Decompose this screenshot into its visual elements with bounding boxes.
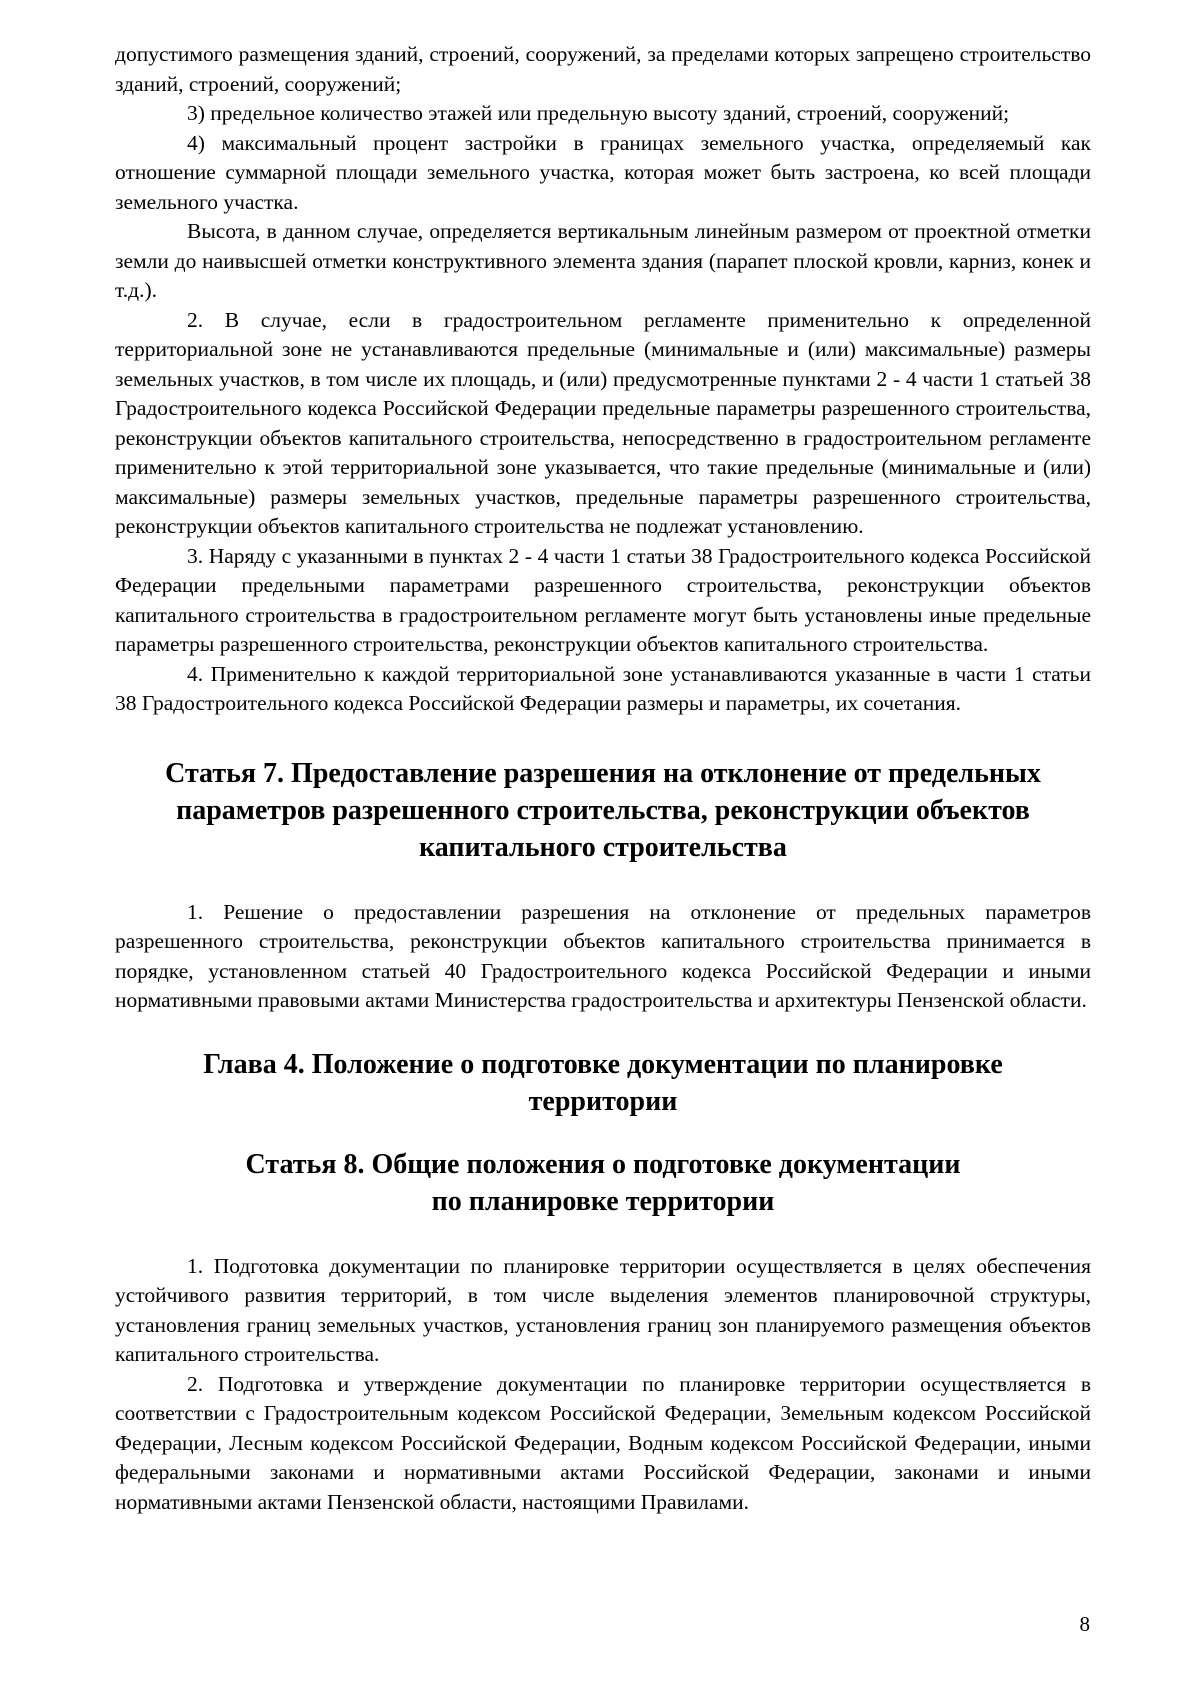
paragraph: 4. Применительно к каждой территориальной зоне устанавливаются указанные в части 1 статьи 38 Градостроительного кодекса Российской Федерации размеры и параметры, их сочетания. <box>115 661 1091 715</box>
paragraph: 1. Подготовка документации по планировке территории осуществляется в целях обеспечения устойчивого развития территорий, в том числе выделения элементов планировочной структуры, установления границ земельных участков, установления границ зон планируемого размещения объектов капитального строительства. <box>115 1253 1091 1366</box>
heading-line: параметров разрешенного строительства, реконструкции объектов <box>176 794 1030 826</box>
chapter-4-heading <box>115 1046 1091 1120</box>
paragraph: 2. Подготовка и утверждение документации по планировке территории осуществляется в соответствии с Градостроительным кодексом Российской Федерации, Земельным кодексом Российской Федерации, Лесным кодексом Российской Федерации, Водным кодексом Российской Федерации, иными федеральными законами и нормативными актами Российской Федерации, законами и иными нормативными актами Пензенской области, настоящими Правилами. <box>115 1371 1091 1514</box>
heading-line: Глава 4. Положение о подготовке документации по планировке <box>203 1048 1003 1080</box>
paragraph: 4) максимальный процент застройки в границах земельного участка, определяемый как отношение суммарной площади земельного участка, которая может быть застроена, ко всей площади земельного участка. <box>115 130 1091 214</box>
paragraph: допустимого размещения зданий, строений, сооружений, за пределами которых запрещено строительство зданий, строений, сооружений; <box>115 42 1091 96</box>
intro-section <box>115 40 1091 719</box>
heading-line: капитального строительства <box>419 831 787 863</box>
paragraph: 2. В случае, если в градостроительном регламенте применительно к определенной территориальной зоне не устанавливаются предельные (минимальные и (или) максимальные) размеры земельных участков, в том числе их площадь, и (или) предусмотренные пунктами 2 - 4 части 1 статьей 38 Градостроительного кодекса Российской Федерации предельные параметры разрешенного строительства, реконструкции объектов капитального строительства, непосредственно в градостроительном регламенте применительно к этой территориальной зоне указывается, что такие предельные (минимальные и (или) максимальные) размеры земельных участков, предельные параметры разрешенного строительства, реконструкции объектов капитального строительства не подлежат установлению. <box>115 307 1091 538</box>
paragraph: 3) предельное количество этажей или предельную высоту зданий, строений, сооружений; <box>187 101 1010 125</box>
article-7-body <box>115 898 1091 1016</box>
paragraph: 1. Решение о предоставлении разрешения на отклонение от предельных параметров разрешенного строительства, реконструкции объектов капитального строительства принимается в порядке, установленном статьей 40 Градостроительного кодекса Российской Федерации и иными нормативными правовыми актами Министерства градостроительства и архитектуры Пензенской области. <box>115 899 1091 1012</box>
heading-line: Статья 7. Предоставление разрешения на отклонение от предельных <box>165 757 1041 789</box>
page-number: 8 <box>1079 1612 1090 1636</box>
paragraph: 3. Наряду с указанными в пунктах 2 - 4 части 1 статьи 38 Градостроительного кодекса Российской Федерации предельными параметрами разрешенного строительства, реконструкции объектов капитального строительства в градостроительном регламенте могут быть установлены иные предельные параметры разрешенного строительства, реконструкции объектов капитального строительства. <box>115 543 1091 656</box>
paragraph: Высота, в данном случае, определяется вертикальным линейным размером от проектной отметки земли до наивысшей отметки конструктивного элемента здания (парапет плоской кровли, карниз, конек и т.д.). <box>115 219 1091 302</box>
document-page <box>115 40 1091 1517</box>
article-8-heading <box>115 1146 1091 1220</box>
article-8-body <box>115 1252 1091 1518</box>
heading-line: территории <box>528 1085 678 1117</box>
heading-line: по планировке территории <box>431 1185 775 1217</box>
article-7-heading <box>115 755 1091 866</box>
heading-line: Статья 8. Общие положения о подготовке документации <box>245 1148 961 1180</box>
